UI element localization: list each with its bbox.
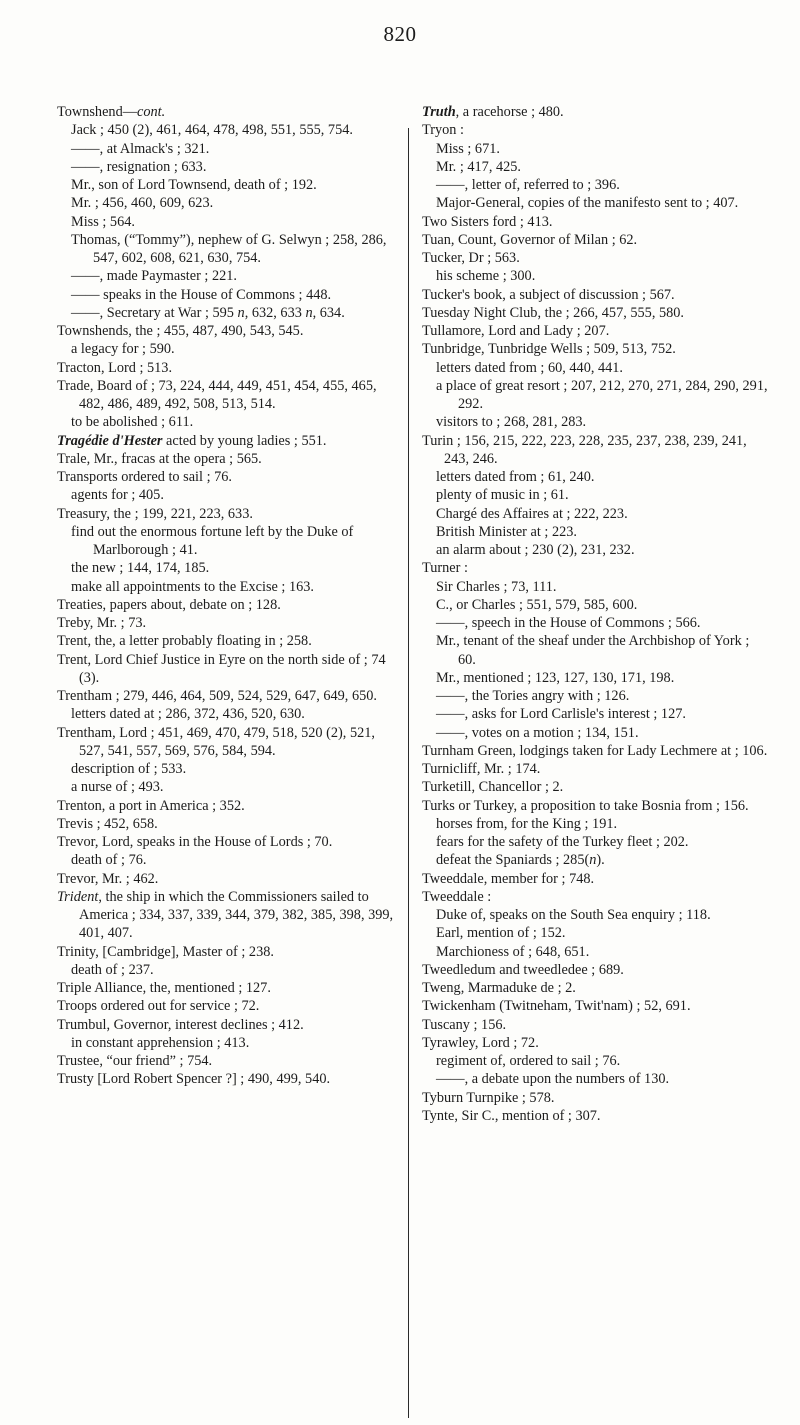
index-text: letters dated at ; 286, 372, 436, 520, 630.: [71, 706, 305, 723]
page-number: 820: [383, 22, 417, 46]
index-subentry: [57, 705, 397, 723]
index-text: Jack ; 450 (2), 461, 464, 478, 498, 551, 555, 754.: [71, 122, 353, 139]
index-text: a place of great resort ; 207, 212, 270, 271, 284, 290, 291, 292.: [436, 377, 768, 412]
index-text: C., or Charles ; 551, 579, 585, 600.: [436, 596, 638, 613]
index-entry: [57, 468, 397, 486]
index-entry: [422, 286, 768, 304]
index-subentry: [422, 943, 768, 961]
index-text: Tullamore, Lord and Lady ; 207.: [422, 323, 610, 339]
index-text: Two Sisters ford ; 413.: [422, 213, 553, 230]
index-text: Trenton, a port in America ; 352.: [57, 797, 245, 814]
index-subentry: [57, 851, 397, 869]
index-entry: [57, 632, 397, 650]
index-text: Trident: [57, 888, 99, 905]
index-text: Marchioness of ; 648, 651.: [436, 943, 590, 960]
index-text: Tyrawley, Lord ; 72.: [422, 1034, 539, 1051]
index-subentry: [422, 578, 768, 596]
index-entry: [57, 1070, 397, 1088]
index-entry: [422, 103, 768, 121]
index-subentry: [422, 505, 768, 523]
index-text: Truth: [422, 104, 456, 120]
index-text: Sir Charles ; 73, 111.: [436, 578, 557, 595]
index-entry: [57, 614, 397, 632]
index-subentry: [57, 194, 397, 212]
index-text: Tynte, Sir C., mention of ; 307.: [422, 1107, 601, 1124]
index-subentry: [422, 523, 768, 541]
index-text: Trevor, Lord, speaks in the House of Lords ; 70.: [57, 834, 333, 850]
index-text: Turin ; 156, 215, 222, 223, 228, 235, 237, 238, 239, 241, 243, 246.: [422, 432, 747, 467]
index-text: n: [589, 852, 597, 869]
index-entry: [57, 943, 397, 961]
index-text: horses from, for the King ; 191.: [436, 815, 618, 832]
index-text: letters dated from ; 60, 440, 441.: [436, 359, 624, 376]
index-text: Turnicliff, Mr. ; 174.: [422, 761, 541, 777]
index-text: British Minister at ; 223.: [436, 523, 577, 540]
index-entry: [422, 213, 768, 231]
index-entry: [422, 121, 768, 139]
index-entry: [57, 505, 397, 523]
index-text: his scheme ; 300.: [436, 268, 536, 285]
index-entry: [57, 997, 397, 1015]
index-text: Trevor, Mr. ; 462.: [57, 870, 159, 887]
index-text: Tuscany ; 156.: [422, 1016, 507, 1033]
index-subentry: [57, 340, 397, 358]
index-text: ——, a debate upon the numbers of 130.: [436, 1071, 670, 1088]
index-text: Tunbridge, Tunbridge Wells ; 509, 513, 752.: [422, 341, 676, 358]
index-subentry: [57, 559, 397, 577]
index-text: —— speaks in the House of Commons ; 448.: [71, 286, 332, 303]
index-text: Mr., tenant of the sheaf under the Archbishop of York ; 60.: [436, 633, 750, 668]
index-entry: [57, 724, 397, 761]
index-text: Trent, Lord Chief Justice in Eyre on the north side of ; 74 (3).: [57, 651, 386, 686]
index-text: Tryon :: [422, 122, 464, 139]
index-text: Treaties, papers about, debate on ; 128.: [57, 596, 281, 613]
index-text: Tweeddale, member for ; 748.: [422, 870, 595, 887]
index-text: Trentham, Lord ; 451, 469, 470, 479, 518, 520 (2), 521, 527, 541, 557, 569, 576, 584, 594.: [57, 724, 375, 759]
index-text: Trentham ; 279, 446, 464, 509, 524, 529, 647, 649, 650.: [57, 688, 377, 704]
index-entry: [422, 1089, 768, 1107]
index-entry: [422, 340, 768, 358]
index-entry: [57, 322, 397, 340]
index-text: Miss ; 671.: [436, 140, 500, 157]
index-entry: [57, 596, 397, 614]
index-text: Tuan, Count, Governor of Milan ; 62.: [422, 231, 638, 248]
index-text: Tyburn Turnpike ; 578.: [422, 1089, 555, 1106]
index-entry: [422, 432, 768, 469]
index-text: Turner :: [422, 560, 468, 577]
index-subentry: [422, 359, 768, 377]
index-subentry: [57, 578, 397, 596]
index-entry: [57, 1052, 397, 1070]
index-entry: [422, 797, 768, 815]
index-text: Treasury, the ; 199, 221, 223, 633.: [57, 505, 253, 522]
index-text: Duke of, speaks on the South Sea enquiry ; 118.: [436, 907, 711, 923]
index-text: make all appointments to the Excise ; 163.: [71, 578, 314, 595]
index-subentry: [422, 724, 768, 742]
index-text: Trumbul, Governor, interest declines ; 412.: [57, 1016, 304, 1033]
index-text: acted by young ladies ; 551.: [162, 432, 327, 449]
index-subentry: [57, 140, 397, 158]
index-text: Chargé des Affaires at ; 222, 223.: [436, 505, 628, 522]
index-text: Tweeddale :: [422, 888, 492, 905]
index-text: Troops ordered out for service ; 72.: [57, 998, 260, 1015]
index-subentry: [422, 669, 768, 687]
index-entry: [422, 1107, 768, 1125]
index-subentry: [57, 286, 397, 304]
index-text: find out the enormous fortune left by the Duke of Marlborough ; 41.: [71, 523, 354, 558]
index-text: the new ; 144, 174, 185.: [71, 560, 210, 577]
index-subentry: [422, 413, 768, 431]
index-entry: [57, 450, 397, 468]
column-divider: [408, 128, 409, 1418]
index-entry: [57, 359, 397, 377]
index-text: Mr. ; 417, 425.: [436, 158, 521, 175]
index-text: , a racehorse ; 480.: [455, 104, 564, 120]
index-subentry: [422, 924, 768, 942]
index-subentry: [57, 267, 397, 285]
index-text: Earl, mention of ; 152.: [436, 925, 566, 942]
index-subentry: [422, 541, 768, 559]
index-text: Townshends, the ; 455, 487, 490, 543, 545.: [57, 323, 304, 339]
index-entry: [422, 997, 768, 1015]
index-text: Thomas, (“Tommy”), nephew of G. Selwyn ; 258, 286, 547, 602, 608, 621, 630, 754.: [71, 231, 387, 266]
index-text: ——, Secretary at War ; 595: [71, 304, 238, 321]
index-text: Turketill, Chancellor ; 2.: [422, 779, 564, 796]
index-text: death of ; 237.: [71, 961, 154, 978]
index-text: Tracton, Lord ; 513.: [57, 359, 173, 376]
index-subentry: [57, 213, 397, 231]
index-text: Trent, the, a letter probably floating in ; 258.: [57, 633, 312, 650]
index-text: , 634.: [312, 304, 345, 321]
index-text: plenty of music in ; 61.: [436, 487, 569, 504]
index-text: Trustee, “our friend” ; 754.: [57, 1053, 213, 1069]
index-text: an alarm about ; 230 (2), 231, 232.: [436, 542, 635, 558]
index-text: defeat the Spaniards ; 285(: [436, 852, 590, 869]
index-entry: [57, 651, 397, 688]
index-text: Transports ordered to sail ; 76.: [57, 469, 232, 485]
index-subentry: [422, 851, 768, 869]
index-text: Twickenham (Twitneham, Twit'nam) ; 52, 691.: [422, 998, 691, 1015]
index-text: Townshend—: [57, 104, 138, 120]
index-subentry: [57, 486, 397, 504]
index-text: death of ; 76.: [71, 852, 147, 869]
index-text: ——, the Tories angry with ; 126.: [436, 688, 630, 704]
index-entry: [57, 687, 397, 705]
index-text: Trevis ; 452, 658.: [57, 815, 158, 832]
index-text: in constant apprehension ; 413.: [71, 1034, 250, 1051]
index-subentry: [57, 778, 397, 796]
index-subentry: [422, 158, 768, 176]
index-column-left: [57, 103, 397, 1089]
index-text: Triple Alliance, the, mentioned ; 127.: [57, 980, 271, 996]
index-entry: [57, 888, 397, 943]
index-subentry: [422, 140, 768, 158]
index-text: ——, made Paymaster ; 221.: [71, 268, 237, 285]
index-entry: [422, 322, 768, 340]
index-text: Tucker, Dr ; 563.: [422, 250, 520, 266]
index-entry: [57, 377, 397, 414]
index-entry: [422, 249, 768, 267]
index-entry: [422, 778, 768, 796]
index-subentry: [422, 596, 768, 614]
index-text: Mr. ; 456, 460, 609, 623.: [71, 195, 214, 212]
index-subentry: [57, 176, 397, 194]
index-text: ——, speech in the House of Commons ; 566.: [436, 615, 701, 631]
index-text: Tweng, Marmaduke de ; 2.: [422, 980, 576, 996]
index-subentry: [422, 614, 768, 632]
index-subentry: [422, 176, 768, 194]
index-subentry: [57, 121, 397, 139]
index-entry: [57, 1016, 397, 1034]
index-subentry: [422, 906, 768, 924]
index-text: n: [237, 304, 245, 321]
index-text: Major-General, copies of the manifesto sent to ; 407.: [436, 195, 739, 212]
index-entry: [422, 742, 768, 760]
index-subentry: [57, 231, 397, 268]
index-text: agents for ; 405.: [71, 487, 164, 504]
index-entry: [422, 888, 768, 906]
index-text: fears for the safety of the Turkey fleet ; 202.: [436, 834, 689, 850]
index-subentry: [57, 158, 397, 176]
index-text: Mr., son of Lord Townsend, death of ; 192.: [71, 177, 317, 193]
index-text: n: [305, 304, 313, 321]
index-entry: [422, 1016, 768, 1034]
index-text: , 632, 633: [244, 304, 306, 321]
index-text: , the ship in which the Commissioners sailed to America ; 334, 337, 339, 344, 379, 382, 385, 398, 399, 401, 407.: [79, 888, 394, 942]
index-subentry: [422, 815, 768, 833]
index-text: Tweedledum and tweedledee ; 689.: [422, 961, 624, 978]
index-subentry: [422, 833, 768, 851]
index-column-right: [422, 103, 768, 1125]
index-entry: [422, 1034, 768, 1052]
index-entry: [57, 870, 397, 888]
index-text: Turks or Turkey, a proposition to take Bosnia from ; 156.: [422, 797, 749, 814]
index-text: description of ; 533.: [71, 761, 187, 777]
index-entry: [57, 797, 397, 815]
index-text: Trusty [Lord Robert Spencer ?] ; 490, 499, 540.: [57, 1071, 331, 1088]
index-subentry: [422, 632, 768, 669]
index-entry: [57, 833, 397, 851]
index-text: letters dated from ; 61, 240.: [436, 469, 595, 485]
index-subentry: [422, 705, 768, 723]
index-subentry: [422, 687, 768, 705]
index-text: ——, at Almack's ; 321.: [71, 140, 210, 157]
index-entry: [422, 760, 768, 778]
index-text: Tuesday Night Club, the ; 266, 457, 555, 580.: [422, 304, 684, 321]
index-subentry: [422, 468, 768, 486]
index-entry: [57, 432, 397, 450]
index-text: Trale, Mr., fracas at the opera ; 565.: [57, 450, 262, 467]
index-text: cont.: [137, 104, 166, 120]
index-text: to be abolished ; 611.: [71, 414, 194, 431]
index-text: ).: [596, 852, 605, 869]
index-subentry: [57, 523, 397, 560]
index-subentry: [57, 304, 397, 322]
index-text: Trade, Board of ; 73, 224, 444, 449, 451, 454, 455, 465, 482, 486, 489, 492, 508, 513, 514.: [57, 377, 377, 412]
index-entry: [422, 231, 768, 249]
index-text: ——, votes on a motion ; 134, 151.: [436, 724, 639, 741]
index-subentry: [422, 1052, 768, 1070]
index-text: a nurse of ; 493.: [71, 779, 164, 796]
index-text: Miss ; 564.: [71, 213, 135, 230]
index-subentry: [57, 413, 397, 431]
index-text: ——, resignation ; 633.: [71, 158, 207, 175]
index-text: Turnham Green, lodgings taken for Lady Lechmere at ; 106.: [422, 742, 768, 759]
index-entry: [422, 559, 768, 577]
index-text: visitors to ; 268, 281, 283.: [436, 414, 587, 431]
index-text: Trinity, [Cambridge], Master of ; 238.: [57, 943, 274, 960]
index-subentry: [422, 194, 768, 212]
index-subentry: [422, 267, 768, 285]
index-subentry: [422, 377, 768, 414]
index-entry: [422, 870, 768, 888]
index-text: ——, asks for Lord Carlisle's interest ; 127.: [436, 706, 686, 723]
index-subentry: [57, 1034, 397, 1052]
index-text: a legacy for ; 590.: [71, 341, 175, 358]
index-subentry: [422, 1070, 768, 1088]
index-entry: [57, 979, 397, 997]
index-entry: [422, 304, 768, 322]
index-entry: [57, 815, 397, 833]
index-text: regiment of, ordered to sail ; 76.: [436, 1053, 621, 1069]
index-entry: [422, 961, 768, 979]
index-text: Treby, Mr. ; 73.: [57, 615, 147, 631]
index-text: ——, letter of, referred to ; 396.: [436, 177, 620, 193]
index-text: Tucker's book, a subject of discussion ; 567.: [422, 286, 675, 303]
index-subentry: [57, 961, 397, 979]
index-subentry: [57, 760, 397, 778]
index-text: Tragédie d'Hester: [57, 432, 163, 449]
index-text: Mr., mentioned ; 123, 127, 130, 171, 198.: [436, 669, 675, 686]
index-entry: [57, 103, 397, 121]
index-subentry: [422, 486, 768, 504]
index-entry: [422, 979, 768, 997]
